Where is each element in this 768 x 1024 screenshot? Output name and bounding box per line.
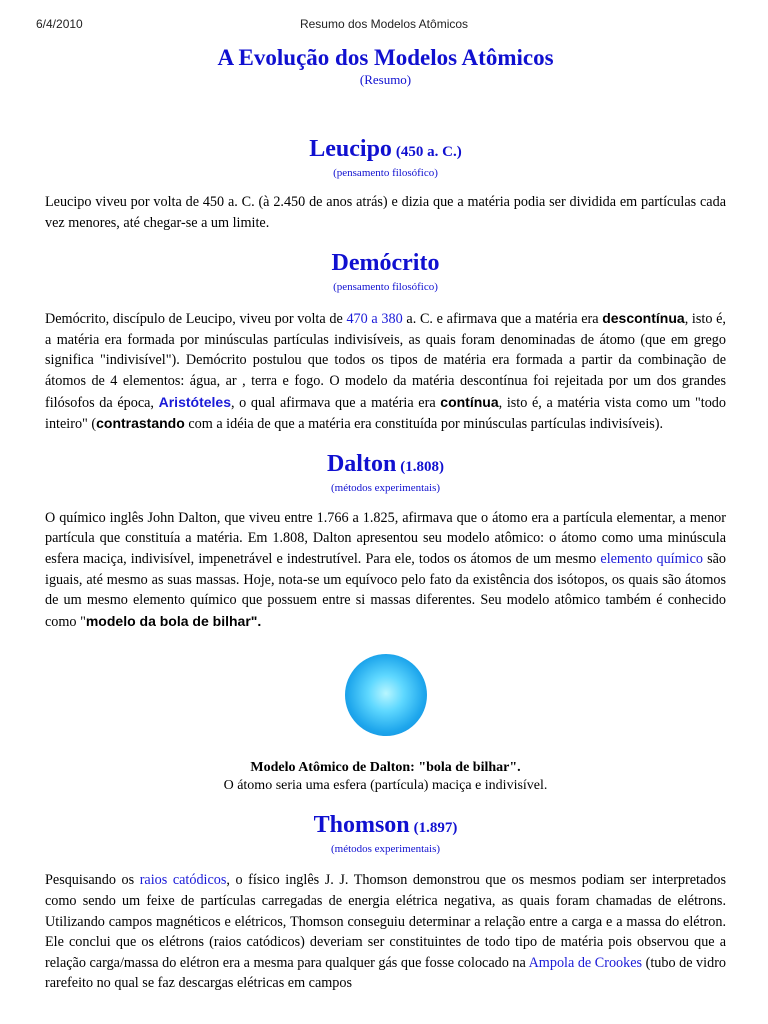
page-subtitle: (Resumo) bbox=[359, 72, 412, 87]
text-run: a. C. e afirmava que a matéria era bbox=[402, 311, 603, 328]
paragraph-thomson bbox=[45, 870, 726, 994]
link-aristoteles[interactable]: Aristóteles bbox=[158, 393, 231, 410]
section-year: (450 a. C.) bbox=[395, 144, 462, 160]
paragraph-democrito bbox=[45, 308, 726, 435]
caption-text: O átomo seria uma esfera (partícula) maciça e indivisível. bbox=[223, 778, 548, 794]
print-title: Resumo dos Modelos Atômicos bbox=[299, 17, 469, 31]
paragraph-dalton bbox=[45, 508, 726, 633]
document-content bbox=[45, 40, 726, 994]
page-title: A Evolução dos Modelos Atômicos bbox=[217, 45, 554, 70]
text-run: com a idéia de que a matéria era constituída por minúsculas partículas indivisíveis). bbox=[184, 416, 664, 433]
text-run: , isto é, a matéria era formada por minúsculas partículas indivisíveis, as quais foram denominadas de átomo (que em grego significa "indivisível"). Demócrito postulou que todos os tipos de matéria era formada a partir da combinação de átomos de 4 elementos: água, ar , terra e fogo. O modelo da matéria descontínua foi rejeitada por um dos grandes filósofos da época, bbox=[45, 311, 726, 411]
paragraph-leucipo: Leucipo viveu por volta de 450 a. C. (à 2.450 de anos atrás) e dizia que a matéria podia ser dividida em partículas cada vez menores, até chegar-se a um limite. bbox=[45, 194, 726, 231]
section-name: Leucipo bbox=[309, 136, 392, 162]
link-elemento-quimico[interactable]: elemento químico bbox=[600, 550, 703, 567]
text-run: (tubo de vidro rarefeito no qual se faz descargas elétricas em campos bbox=[45, 954, 727, 992]
bold-term: modelo da bola de bilhar". bbox=[85, 612, 262, 629]
text-run: , o qual afirmava que a matéria era bbox=[230, 394, 441, 411]
section-year: (1.808) bbox=[400, 458, 445, 475]
bold-term: contrastando bbox=[96, 415, 185, 432]
page-header bbox=[0, 17, 768, 33]
text-run: Demócrito, discípulo de Leucipo, viveu por volta de bbox=[45, 311, 347, 328]
caption-title: Modelo Atômico de Dalton: "bola de bilhar". bbox=[250, 760, 521, 776]
text-run: O químico inglês John Dalton, que viveu entre 1.766 a 1.825, afirmava que o átomo era a partícula elementar, a menor partícula que constituía a matéria. Em 1.808, Dalton apresentou seu modelo atômico: o átomo como uma minúscula esfera maciça, indivisível, impenetrável e indestrutível. Para ele, todos os átomos de um mesmo bbox=[45, 509, 726, 567]
link-raios-catodicos[interactable]: raios catódicos bbox=[139, 872, 227, 889]
section-subtitle-thomson: (métodos experimentais) bbox=[330, 843, 441, 856]
section-name: Thomson bbox=[313, 812, 410, 839]
section-year: (1.897) bbox=[413, 820, 458, 837]
dalton-model-figure bbox=[45, 654, 726, 741]
print-date: 6/4/2010 bbox=[36, 17, 83, 31]
link-ampola-de-crookes[interactable]: Ampola de Crookes bbox=[528, 954, 643, 971]
bold-term: contínua bbox=[440, 393, 499, 410]
link-470-380[interactable]: 470 a 380 bbox=[346, 311, 403, 328]
section-subtitle-leucipo: (pensamento filosófico) bbox=[333, 167, 438, 179]
bold-term: descontínua bbox=[602, 310, 685, 327]
section-name: Dalton bbox=[326, 450, 397, 477]
section-title-democrito bbox=[45, 249, 726, 280]
figure-caption bbox=[45, 759, 726, 795]
text-run: Pesquisando os bbox=[45, 872, 140, 889]
section-title-leucipo bbox=[45, 135, 726, 166]
section-name: Demócrito bbox=[331, 250, 440, 277]
section-subtitle-democrito: (pensamento filosófico) bbox=[333, 281, 438, 294]
section-title-thomson bbox=[45, 811, 726, 842]
section-subtitle-dalton: (métodos experimentais) bbox=[330, 481, 441, 494]
billiard-ball-atom-image bbox=[345, 654, 427, 736]
text-run: , o físico inglês J. J. Thomson demonstrou que os mesmos podiam ser interpretados como sendo um feixe de partículas carregadas de energia elétrica negativa, as quais foram chamadas de elétrons. Utilizando campos magnéticos e elétricos, Thomson conseguiu determinar a relação entre a carga e a massa do elétron. Ele conclui que os elétrons (raios catódicos) deveriam ser constituintes de todo tipo de matéria pois observou que a relação carga/massa do elétron era a mesma para qualquer gás que fosse colocado na bbox=[45, 872, 726, 971]
text-run: são iguais, até mesmo as suas massas. Hoje, nota-se um equívoco pelo fato da existência dos isótopos, os quais são átomos de um mesmo elemento químico que possuem entre si massas diferentes. Seu modelo atômico também é conhecido como " bbox=[45, 550, 727, 630]
text-run: , isto é, a matéria vista como um "todo inteiro" ( bbox=[45, 394, 726, 433]
section-title-dalton bbox=[45, 450, 726, 481]
